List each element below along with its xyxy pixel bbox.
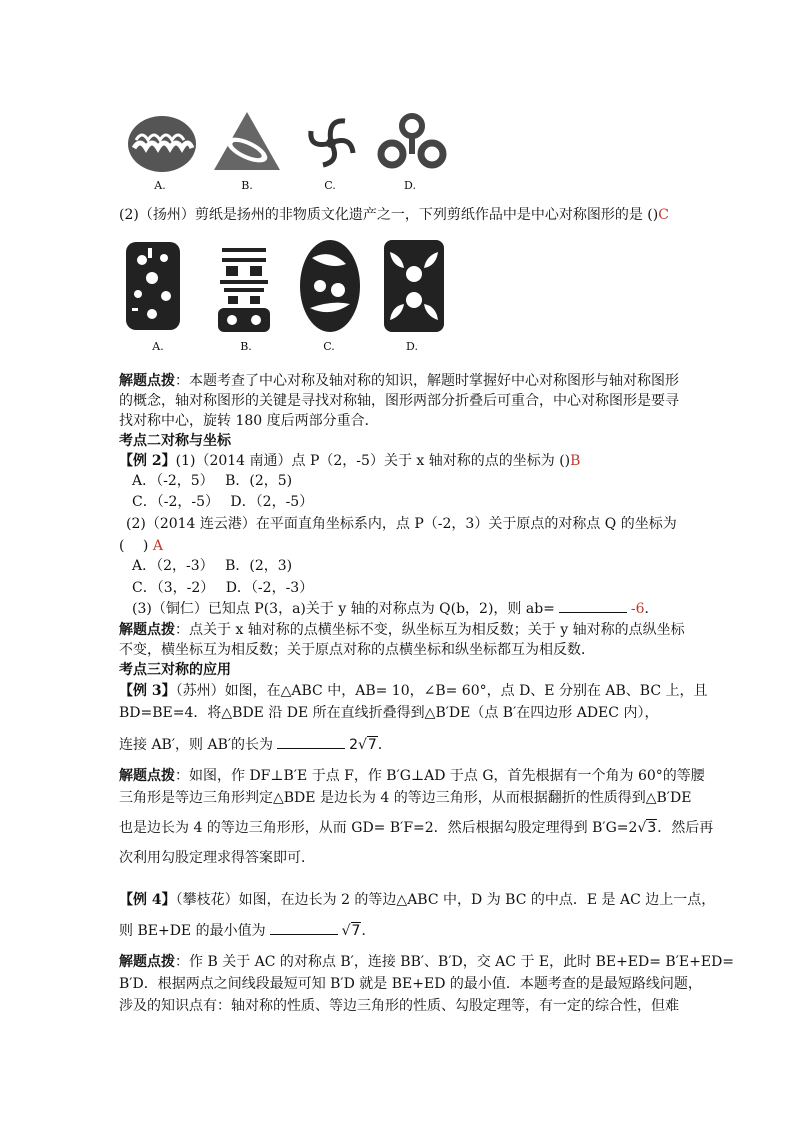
- tip3-line1: 解题点拨：如图，作 DF⊥B′E 于点 F，作 B′G⊥AD 于点 G，首先根据有一个角为 60°的等腰: [119, 768, 705, 784]
- logo-c: [298, 112, 364, 174]
- tip4-line1: 解题点拨：作 B 关于 AC 的对称点 B′，连接 BB′、B′D，交 AC 于 E，此时 BE+ED= B′E+ED=: [119, 954, 735, 970]
- tip4-line2: B′D．根据两点之间线段最短可知 B′D 就是 BE+ED 的最小值．本题考查的是最短路线问题，: [119, 976, 702, 992]
- ex2-q2-options-2: C．（3，-2） D．（-2，-3）: [132, 580, 314, 596]
- logo-d: [376, 112, 448, 174]
- q1-option-c: C.: [324, 179, 336, 192]
- tip2-line1: 解题点拨：点关于 x 轴对称的点横坐标不变，纵坐标互为相反数；关于 y 轴对称的点纵坐标: [119, 622, 685, 638]
- section2-title: 考点二对称与坐标: [119, 433, 231, 449]
- q1-option-b: B.: [241, 179, 253, 192]
- ex2-q2-paren: ( ) A: [119, 538, 163, 554]
- q2-option-b: B.: [240, 340, 252, 353]
- section3-title: 考点三对称的应用: [119, 662, 231, 678]
- tip1-line2: 的概念，轴对称图形的关键是寻找对称轴，图形两部分折叠后可重合，中心对称图形是要寻: [119, 393, 679, 409]
- ex3-line3: 连接 AB′，则 AB′的长为 2√7．: [119, 734, 392, 755]
- q1-option-d: D.: [404, 179, 416, 192]
- tip1-line3: 找对称中心，旋转 180 度后两部分重合．: [119, 413, 379, 429]
- ex2-q1: 【例 2】(1)（2014 南通）点 P（2，-5）关于 x 轴对称的点的坐标为 ()B: [119, 453, 581, 469]
- tip1-line1: 解题点拨：本题考查了中心对称及轴对称的知识，解题时掌握好中心对称图形与轴对称图形: [119, 373, 679, 389]
- q1-option-a: A.: [154, 179, 166, 192]
- ex4-line1: 【例 4】（攀枝花）如图，在边长为 2 的等边△ABC 中，D 为 BC 的中点．E 是 AC 边上一点，: [119, 892, 716, 908]
- tip3-line2: 三角形是等边三角形判定△BDE 是边长为 4 的等边三角形，从而根据翻折的性质得到△B′DE: [119, 790, 692, 806]
- ex2-q1-options-1: A．（-2，5） B．(2，5): [132, 473, 293, 489]
- tip4-line3: 涉及的知识点有：轴对称的性质、等边三角形的性质、勾股定理等，有一定的综合性，但难: [119, 998, 679, 1014]
- papercut-a: [122, 238, 184, 334]
- tip2-line2: 不变，横坐标互为相反数；关于原点对称的点横坐标和纵坐标都互为相反数．: [119, 642, 595, 658]
- q2-question: (2)（扬州）剪纸是扬州的非物质文化遗产之一，下列剪纸作品中是中心对称图形的是 ()C: [119, 207, 669, 223]
- ex2-q2: (2)（2014 连云港）在平面直角坐标系内，点 P（-2，3）关于原点的对称点 Q 的坐标为: [126, 516, 677, 532]
- ex4-answer: √7: [341, 923, 361, 939]
- ex3-line1: 【例 3】（苏州）如图，在△ABC 中，AB= 10，∠B= 60°，点 D、E 分别在 AB、BC 上，且: [119, 683, 708, 699]
- tip3-line4: 次利用勾股定理求得答案即可．: [119, 850, 315, 866]
- q2-option-c: C.: [323, 340, 335, 353]
- ex4-line2: 则 BE+DE 的最小值为 √7．: [119, 920, 375, 941]
- ex2-q2-options-1: A．（2，-3） B．(2，3): [132, 558, 293, 574]
- ex2-q3: (3)（铜仁）已知点 P(3，a)关于 y 轴的对称点为 Q(b，2)，则 ab= -6．: [132, 598, 659, 619]
- logo-a: [126, 114, 198, 174]
- ex3-line2: BD=BE=4．将△BDE 沿 DE 所在直线折叠得到△B′DE（点 B′在四边形 ADEC 内），: [119, 705, 659, 721]
- ex2-q1-options-2: C．（-2，-5） D．（2，-5）: [132, 494, 314, 510]
- tip3-line3: 也是边长为 4 的等边三角形形，从而 GD= B′F=2．然后根据勾股定理得到 B′G=2√3．然后再: [119, 820, 714, 836]
- papercut-b: [214, 242, 274, 336]
- q2-option-a: A.: [152, 340, 164, 353]
- papercut-c: [298, 238, 362, 334]
- papercut-d: [382, 238, 446, 334]
- q2-option-d: D.: [406, 340, 418, 353]
- logo-b: [212, 110, 282, 174]
- ex3-answer: 2√7: [349, 737, 377, 753]
